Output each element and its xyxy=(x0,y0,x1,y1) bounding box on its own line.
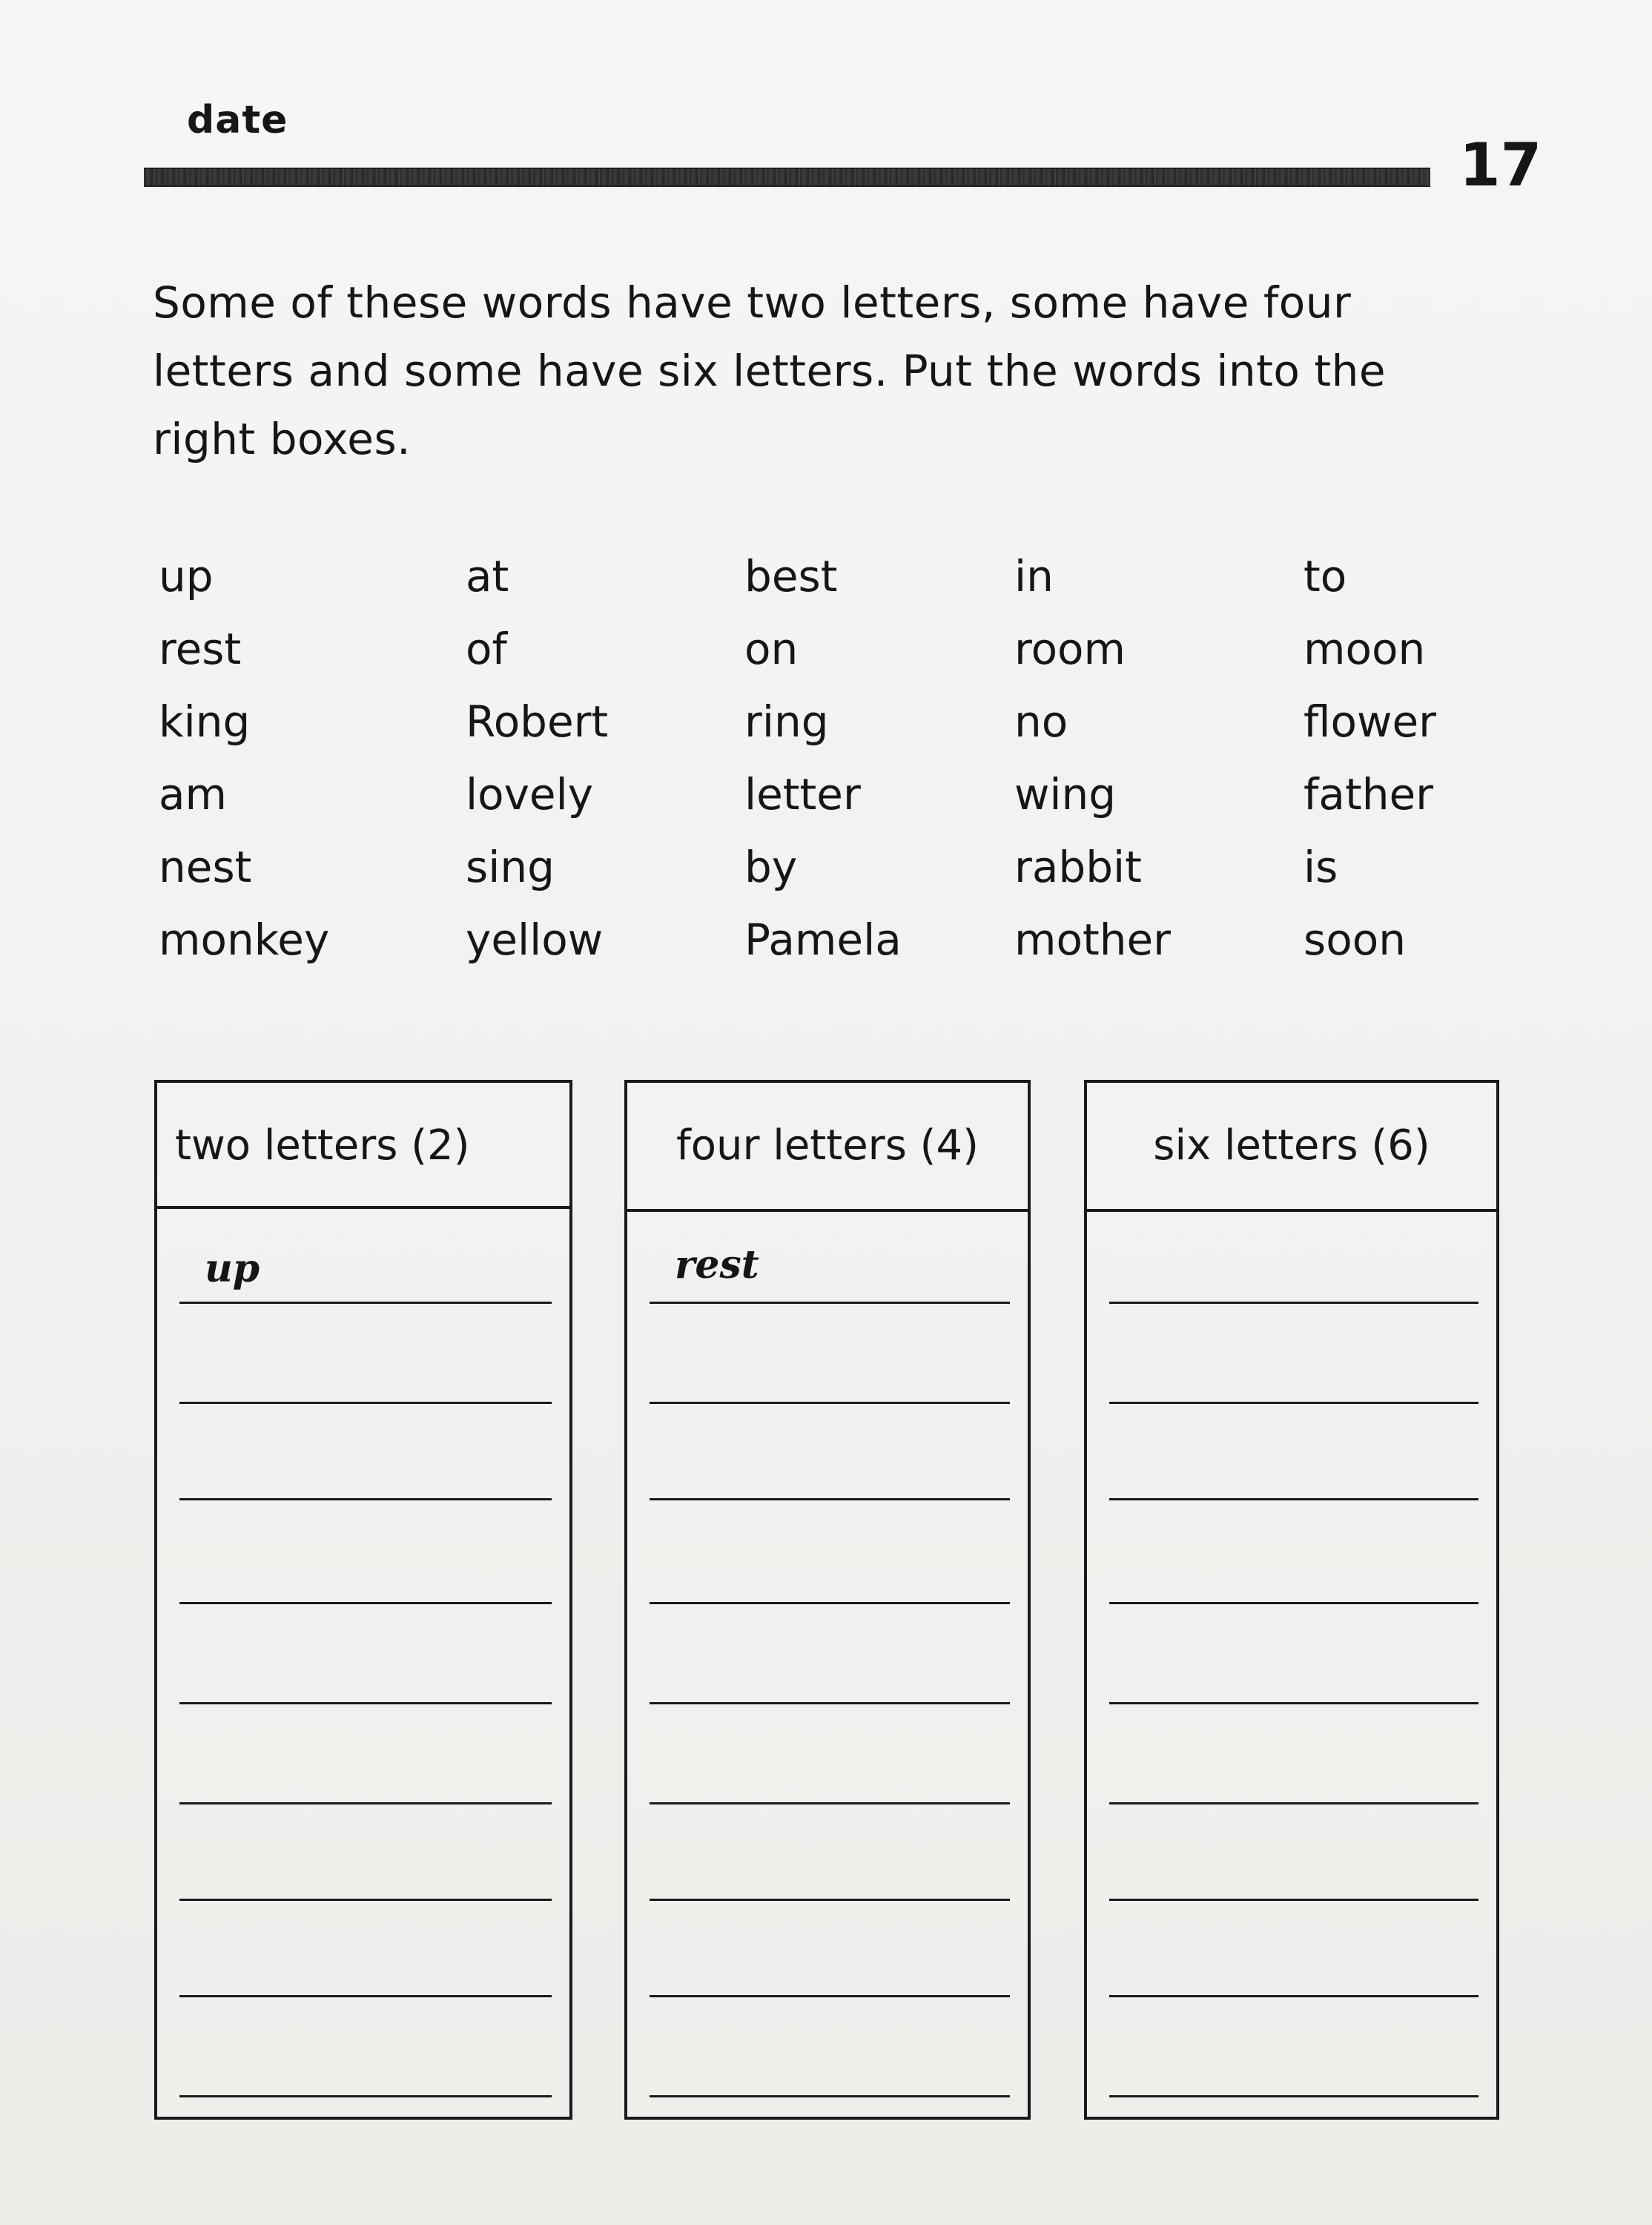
word-item: yellow xyxy=(466,914,604,965)
writing-line[interactable] xyxy=(650,1995,1010,1997)
word-item: room xyxy=(1014,624,1126,674)
writing-line[interactable] xyxy=(1109,2095,1478,2097)
word-row xyxy=(159,696,1501,768)
handwritten-answer: rest xyxy=(675,1242,759,1288)
writing-line[interactable] xyxy=(1109,1302,1478,1304)
page-number: 17 xyxy=(1459,131,1542,200)
word-item: ring xyxy=(744,696,829,747)
four-letters-box xyxy=(624,1080,1031,2120)
writing-line[interactable] xyxy=(1109,1899,1478,1901)
writing-line[interactable] xyxy=(650,1402,1010,1404)
writing-line[interactable] xyxy=(179,1302,552,1304)
word-item: nest xyxy=(159,842,252,892)
word-item: of xyxy=(466,624,507,674)
writing-line[interactable] xyxy=(1109,1402,1478,1404)
word-item: at xyxy=(466,551,509,601)
word-row xyxy=(159,550,1501,623)
word-row xyxy=(159,914,1501,986)
word-item: lovely xyxy=(466,769,594,820)
six-letters-title: six letters (6) xyxy=(1087,1083,1496,1212)
writing-line[interactable] xyxy=(650,2095,1010,2097)
writing-line[interactable] xyxy=(650,1498,1010,1500)
word-item: king xyxy=(159,696,251,747)
writing-line[interactable] xyxy=(179,1899,552,1901)
writing-line[interactable] xyxy=(179,1995,552,1997)
handwritten-answer: up xyxy=(205,1246,260,1291)
word-item: best xyxy=(744,551,838,601)
word-row xyxy=(159,623,1501,696)
word-item: to xyxy=(1304,551,1347,601)
writing-line[interactable] xyxy=(650,1899,1010,1901)
writing-line[interactable] xyxy=(179,1802,552,1804)
writing-line[interactable] xyxy=(179,1702,552,1704)
two-letters-title: two letters (2) xyxy=(157,1083,569,1209)
writing-line[interactable] xyxy=(1109,1995,1478,1997)
word-item: soon xyxy=(1304,914,1406,965)
word-item: rabbit xyxy=(1014,842,1142,892)
word-item: am xyxy=(159,769,228,820)
date-line xyxy=(144,168,1430,187)
word-item: no xyxy=(1014,696,1068,747)
writing-line[interactable] xyxy=(650,1302,1010,1304)
writing-line[interactable] xyxy=(650,1602,1010,1604)
word-item: Robert xyxy=(466,696,609,747)
word-item: in xyxy=(1014,551,1054,601)
writing-line[interactable] xyxy=(179,1402,552,1404)
word-item: sing xyxy=(466,842,555,892)
word-row xyxy=(159,841,1501,914)
writing-line[interactable] xyxy=(650,1802,1010,1804)
writing-line[interactable] xyxy=(1109,1802,1478,1804)
word-item: monkey xyxy=(159,914,330,965)
word-item: flower xyxy=(1304,696,1436,747)
writing-line[interactable] xyxy=(179,1498,552,1500)
word-item: moon xyxy=(1304,624,1426,674)
word-item: letter xyxy=(744,769,861,820)
word-item: father xyxy=(1304,769,1433,820)
word-item: rest xyxy=(159,624,242,674)
six-letters-box xyxy=(1084,1080,1499,2120)
writing-line[interactable] xyxy=(1109,1498,1478,1500)
word-item: wing xyxy=(1014,769,1117,820)
date-label: date xyxy=(187,98,288,142)
writing-line[interactable] xyxy=(179,2095,552,2097)
word-list xyxy=(159,550,1501,986)
instructions-text: Some of these words have two letters, some have four letters and some have six letters. Put the words into the right boxes. xyxy=(153,277,1387,464)
word-item: is xyxy=(1304,842,1338,892)
word-item: mother xyxy=(1014,914,1172,965)
two-letters-box xyxy=(154,1080,572,2120)
writing-line[interactable] xyxy=(179,1602,552,1604)
writing-line[interactable] xyxy=(1109,1702,1478,1704)
word-item: up xyxy=(159,551,214,601)
writing-line[interactable] xyxy=(1109,1602,1478,1604)
word-item: by xyxy=(744,842,798,892)
word-item: Pamela xyxy=(744,914,902,965)
word-row xyxy=(159,768,1501,841)
writing-line[interactable] xyxy=(650,1702,1010,1704)
word-item: on xyxy=(744,624,799,674)
four-letters-title: four letters (4) xyxy=(627,1083,1028,1212)
